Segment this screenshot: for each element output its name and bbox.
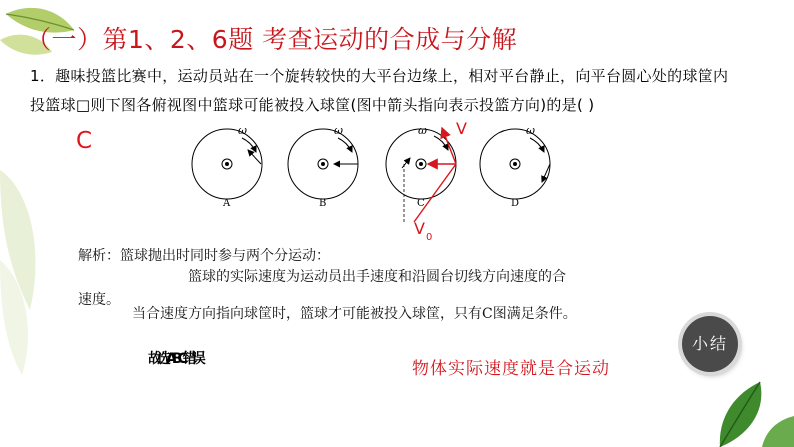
omega-label-b: ω <box>334 124 343 137</box>
page-title: （一）第1、2、6题 考查运动的合成与分解 <box>26 25 518 54</box>
omega-label-a: ω <box>238 124 247 137</box>
diagram-d <box>480 124 550 209</box>
diagram-label-d: D <box>511 198 520 209</box>
leaf-decoration-left <box>0 150 90 380</box>
top-view-diagrams <box>190 118 570 248</box>
v-label: V <box>456 119 467 138</box>
v0-subscript: 0 <box>426 232 433 243</box>
diagram-label-c: C <box>417 198 425 209</box>
question-text: 1．趣味投篮比赛中，运动员站在一个旋转较快的大平台边缘上，相对平台静止，向平台圆心处的球筐内投篮球□则下图各俯视图中篮球可能被投入球筐(图中箭头指向表示投篮方向)的是( ) <box>30 67 729 114</box>
leaf-decoration-bottom-right <box>700 378 794 447</box>
v0-label: V <box>414 219 425 238</box>
solution-line-1: 篮球的实际速度为运动员出手速度和沿圆台切线方向速度的合 <box>188 269 566 285</box>
omega-label-d: ω <box>526 124 535 137</box>
diagram-c <box>386 119 467 243</box>
diagram-a <box>192 124 262 209</box>
diagram-label-a: A <box>223 198 231 209</box>
solution-intro: 解析：篮球抛出时同时参与两个分运动： <box>78 248 330 264</box>
conclusion-text: 物体实际速度就是合运动 <box>412 359 610 379</box>
answer-letter: C <box>76 128 93 154</box>
diagram-b <box>288 124 358 209</box>
omega-label-c: ω <box>418 124 427 137</box>
solution-line-2: 速度。 <box>78 292 120 308</box>
summary-button[interactable]: 小结 <box>682 316 738 372</box>
overlapping-note: 故选ABC错误 <box>148 351 201 367</box>
solution-line-3: 当合速度方向指向球筐时，篮球才可能被投入球筐，只有C图满足条件。 <box>132 306 577 322</box>
diagram-label-b: B <box>319 198 327 209</box>
